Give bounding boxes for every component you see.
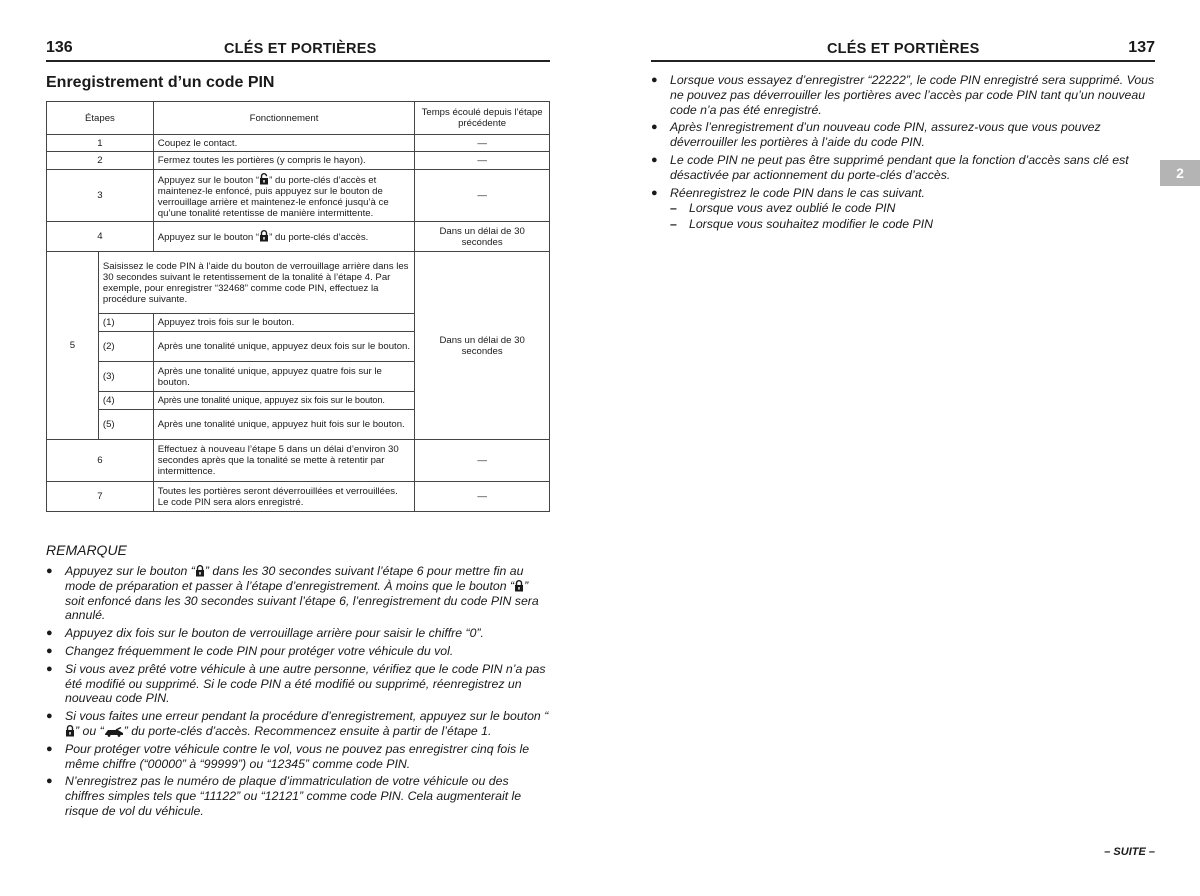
- list-item: [46, 709, 550, 739]
- header-steps: Étapes: [47, 102, 154, 135]
- bullet-dot: ●: [46, 627, 53, 640]
- step-time: —: [415, 170, 550, 222]
- step-text: [153, 222, 414, 252]
- bullet-dot: ●: [651, 153, 658, 166]
- list-item: [651, 120, 1155, 150]
- substep-text: Après une tonalité unique, appuyez quatre fois sur le bouton.: [153, 362, 414, 392]
- step-text: Toutes les portières seront déverrouillées et verrouillées. Le code PIN sera alors enregistré.: [153, 482, 414, 512]
- bullet-dot: ●: [46, 644, 53, 657]
- sub-bullet-text: Lorsque vous souhaitez modifier le code PIN: [689, 217, 934, 232]
- substep-text: Après une tonalité unique, appuyez deux fois sur le bouton.: [153, 332, 414, 362]
- bullet-dot: ●: [46, 742, 53, 755]
- step-time: Dans un délai de 30 secondes: [415, 222, 550, 252]
- substep-label: (4): [98, 392, 153, 410]
- table-row: [47, 170, 550, 222]
- chapter-tab: 2: [1160, 160, 1200, 186]
- step-time: Dans un délai de 30 secondes: [415, 252, 550, 440]
- lock-icon: [514, 580, 524, 592]
- table-row: [47, 440, 550, 482]
- step-text: [153, 170, 414, 222]
- unlock-icon: [259, 173, 269, 185]
- substep-label: (5): [98, 410, 153, 440]
- note-text: ” dans les 30 secondes suivant l’étape 6 pour mettre fin au mode de préparation et passer à l’étape d’enregistrement. À moins que le bouton “: [65, 564, 524, 593]
- trunk-icon: [104, 727, 124, 737]
- note-text: ” soit enfoncé dans les 30 secondes suivant l’étape 6, l’enregistrement du code PIN sera annulé.: [65, 578, 539, 623]
- step-number: 3: [47, 170, 154, 222]
- sub-bullet-text: Lorsque vous avez oublié le code PIN: [689, 201, 896, 216]
- pin-steps-table: [46, 101, 550, 512]
- step-number: 2: [47, 152, 154, 170]
- substep-text: Appuyez trois fois sur le bouton.: [153, 314, 414, 332]
- substep-text: Après une tonalité unique, appuyez six fois sur le bouton.: [153, 392, 414, 410]
- note-text: ” du porte-clés d’accès. Recommencez ensuite à partir de l’étape 1.: [123, 723, 492, 738]
- sub-bullet-list: [670, 201, 1155, 232]
- running-head-title-left: CLÉS ET PORTIÈRES: [224, 41, 377, 57]
- header-operation: Fonctionnement: [153, 102, 414, 135]
- step-number: 5: [47, 252, 99, 440]
- lock-icon: [195, 565, 205, 577]
- note-text: Pour protéger votre véhicule contre le vol, vous ne pouvez pas enregistrer cinq fois le même chiffre (“00000” à “99999”) ou “12345” comme code PIN.: [65, 741, 530, 771]
- bullet-dot: ●: [651, 121, 658, 134]
- step-text: Coupez le contact.: [153, 135, 414, 152]
- list-item: [651, 73, 1155, 117]
- table-header-row: [47, 102, 550, 135]
- step-number: 7: [47, 482, 154, 512]
- bullet-dot: ●: [46, 710, 53, 723]
- list-item: [651, 186, 1155, 232]
- bullet-text: Lorsque vous essayez d’enregistrer “22222”, le code PIN enregistré sera supprimé. Vous ne pouvez pas déverrouiller les portières avec l’accès par code PIN tant qu’un nouveau code n’a pas été enregistré.: [670, 73, 1155, 117]
- list-item: [46, 564, 550, 623]
- note-text: Si vous faites une erreur pendant la procédure d’enregistrement, appuyez sur le bouton “: [65, 709, 549, 724]
- step-number: 1: [47, 135, 154, 152]
- header-elapsed-time: Temps écoulé depuis l’étape précédente: [415, 102, 550, 135]
- list-item: [46, 662, 550, 706]
- bullet-dot: ●: [46, 775, 53, 788]
- step-number: 6: [47, 440, 154, 482]
- note-text: Appuyez dix fois sur le bouton de verrouillage arrière pour saisir le chiffre “0”.: [65, 626, 484, 641]
- bullet-text: Après l’enregistrement d’un nouveau code PIN, assurez-vous que vous pouvez déverrouiller les portières à l’aide du code PIN.: [670, 120, 1101, 150]
- list-item: [46, 742, 550, 772]
- table-row: [47, 482, 550, 512]
- bullet-text: Réenregistrez le code PIN dans le cas suivant.: [670, 185, 925, 200]
- list-item: [651, 153, 1155, 183]
- list-item: [46, 774, 550, 818]
- sub-list-item: [670, 201, 1155, 216]
- substep-label: (1): [98, 314, 153, 332]
- table-row: [47, 252, 550, 314]
- table-row: [47, 222, 550, 252]
- continued-label: – SUITE –: [1104, 846, 1155, 858]
- bullet-dot: ●: [46, 662, 53, 675]
- step-text: Saisissez le code PIN à l’aide du bouton de verrouillage arrière dans les 30 secondes suivant le retentissement de la tonalité à l’étape 4. Par exemple, pour enregistrer “32468” comme code PIN, effectuez la procédure suivante.: [98, 252, 414, 314]
- dash-mark: –: [670, 201, 677, 216]
- step-time: —: [415, 135, 550, 152]
- lock-icon: [65, 725, 75, 737]
- step-text-part: ” du porte-clés d’accès.: [269, 232, 369, 243]
- list-item: [46, 644, 550, 659]
- running-head-title-right: CLÉS ET PORTIÈRES: [827, 41, 980, 57]
- step-time: —: [415, 482, 550, 512]
- page-number-right: 137: [1128, 39, 1155, 56]
- note-list: [46, 564, 550, 822]
- substep-label: (2): [98, 332, 153, 362]
- page-number-left: 136: [46, 39, 73, 56]
- note-text: Changez fréquemment le code PIN pour protéger votre véhicule du vol.: [65, 643, 454, 658]
- step-text: Effectuez à nouveau l’étape 5 dans un délai d’environ 30 secondes après que la tonalité se mette à retentir par intermittence.: [153, 440, 414, 482]
- step-text-part: ” du porte-clés d’accès et maintenez-le enfoncé, puis appuyez sur le bouton de verrouillage arrière et maintenez-le enfoncé jusqu’à ce qu’une tonalité retentisse de manière intermittente.: [157, 174, 389, 219]
- bullet-dot: ●: [46, 565, 53, 577]
- right-bullet-list: [651, 73, 1155, 235]
- dash-mark: –: [670, 217, 677, 232]
- right-page: [651, 0, 1155, 896]
- section-title: Enregistrement d’un code PIN: [46, 74, 275, 91]
- running-head-right: [651, 38, 1155, 62]
- substep-text: Après une tonalité unique, appuyez huit fois sur le bouton.: [153, 410, 414, 440]
- lock-icon: [259, 230, 269, 242]
- table-row: [47, 135, 550, 152]
- step-number: 4: [47, 222, 154, 252]
- sub-list-item: [670, 217, 1155, 232]
- step-text-part: Appuyez sur le bouton “: [157, 232, 260, 243]
- step-time: —: [415, 440, 550, 482]
- note-title: REMARQUE: [46, 542, 127, 558]
- note-text: ” ou “: [75, 723, 104, 738]
- note-text: N’enregistrez pas le numéro de plaque d’immatriculation de votre véhicule ou des chiffres simples tels que “11122” ou “12121” comme code PIN. Cela augmenterait le risque de vol du véhicule.: [65, 774, 522, 818]
- table-row: [47, 152, 550, 170]
- substep-label: (3): [98, 362, 153, 392]
- note-text: Appuyez sur le bouton “: [65, 564, 195, 578]
- note-text: Si vous avez prêté votre véhicule à une autre personne, vérifiez que le code PIN n’a pas été modifié ou supprimé. Si le code PIN a été modifié ou supprimé, réenregistrez un nouveau code PIN.: [65, 661, 546, 706]
- list-item: [46, 626, 550, 641]
- step-time: —: [415, 152, 550, 170]
- bullet-text: Le code PIN ne peut pas être supprimé pendant que la fonction d’accès sans clé est désactivée par actionnement du porte-clés d’accès.: [670, 152, 1129, 182]
- bullet-dot: ●: [651, 186, 658, 199]
- bullet-dot: ●: [651, 74, 658, 86]
- step-text: Fermez toutes les portières (y compris le hayon).: [153, 152, 414, 170]
- step-text-part: Appuyez sur le bouton “: [157, 174, 260, 186]
- running-head-left: [46, 38, 550, 62]
- left-page: [46, 0, 550, 896]
